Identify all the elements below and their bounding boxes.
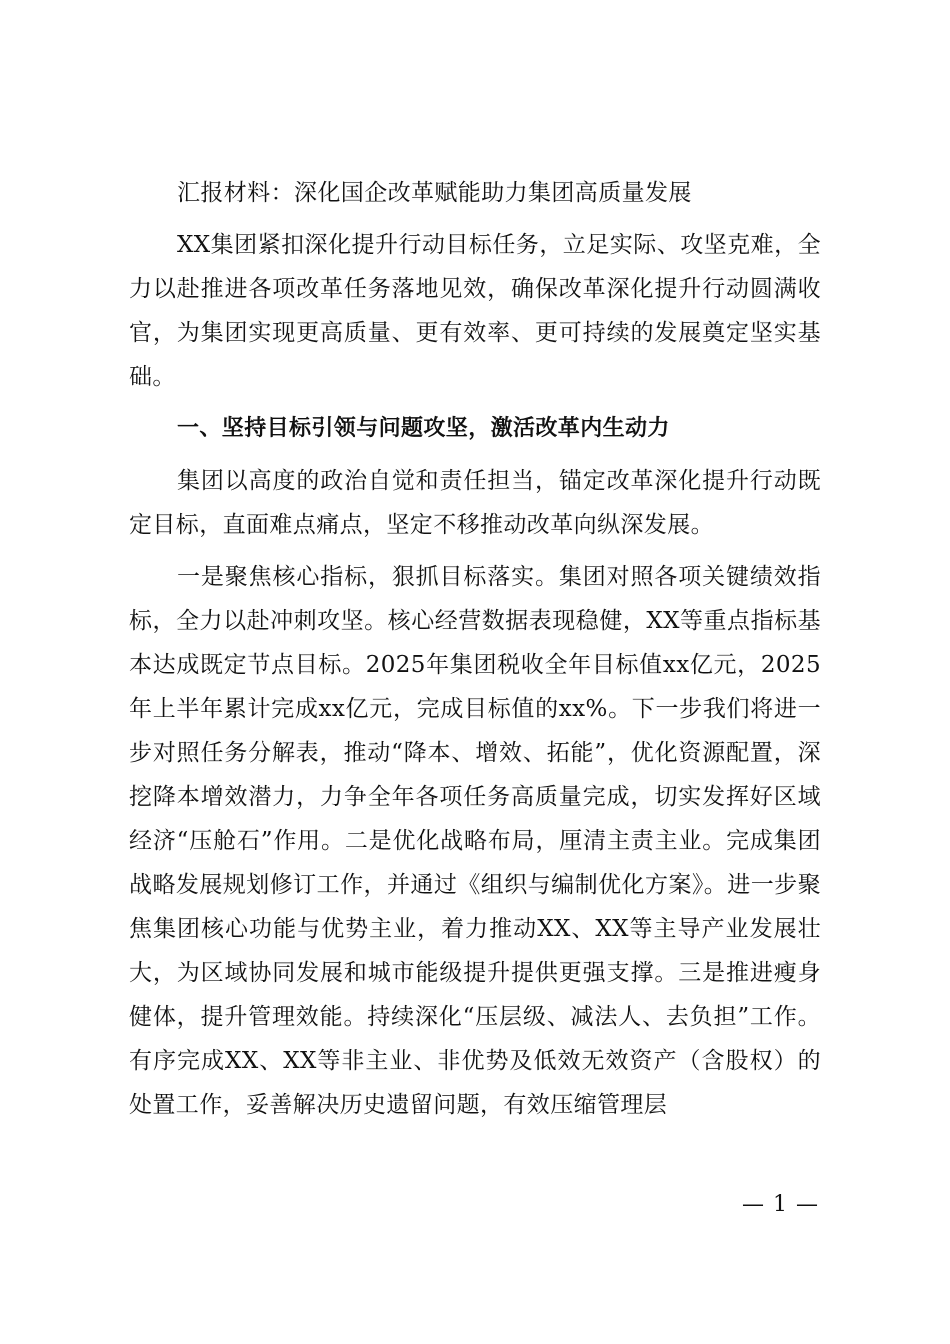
document-body bbox=[129, 171, 821, 1127]
intro-paragraph: XX集团紧扣深化提升行动目标任务，立足实际、攻坚克难，全力以赴推进各项改革任务落地见效，确保改革深化提升行动圆满收官，为集团实现更高质量、更有效率、更可持续的发展奠定坚实基础。 bbox=[129, 232, 821, 390]
section-intro-paragraph: 集团以高度的政治自觉和责任担当，锚定改革深化提升行动既定目标，直面难点痛点，坚定不移推动改革向纵深发展。 bbox=[129, 468, 821, 538]
page-number: — 1 — bbox=[742, 1192, 819, 1217]
section-heading: 一、坚持目标引领与问题攻坚，激活改革内生动力 bbox=[177, 416, 670, 441]
document-title: 汇报材料：深化国企改革赋能助力集团高质量发展 bbox=[177, 180, 692, 206]
section-body-paragraph: 一是聚焦核心指标，狠抓目标落实。集团对照各项关键绩效指标，全力以赴冲刺攻坚。核心经营数据表现稳健，XX等重点指标基本达成既定节点目标。2025年集团税收全年目标值xx亿元，2025年上半年累计完成xx亿元，完成目标值的xx%。下一步我们将进一步对照任务分解表，推动“降本、增效、拓能”，优化资源配置，深挖降本增效潜力，力争全年各项任务高质量完成，切实发挥好区域经济“压舱石”作用。二是优化战略布局，厘清主责主业。完成集团战略发展规划修订工作，并通过《组织与编制优化方案》。进一步聚焦集团核心功能与优势主业，着力推动XX、XX等主导产业发展壮大，为区域协同发展和城市能级提升提供更强支撑。三是推进瘦身健体，提升管理效能。持续深化“压层级、减法人、去负担”工作。有序完成XX、XX等非主业、非优势及低效无效资产（含股权）的处置工作，妥善解决历史遗留问题，有效压缩管理层 bbox=[129, 564, 821, 1118]
